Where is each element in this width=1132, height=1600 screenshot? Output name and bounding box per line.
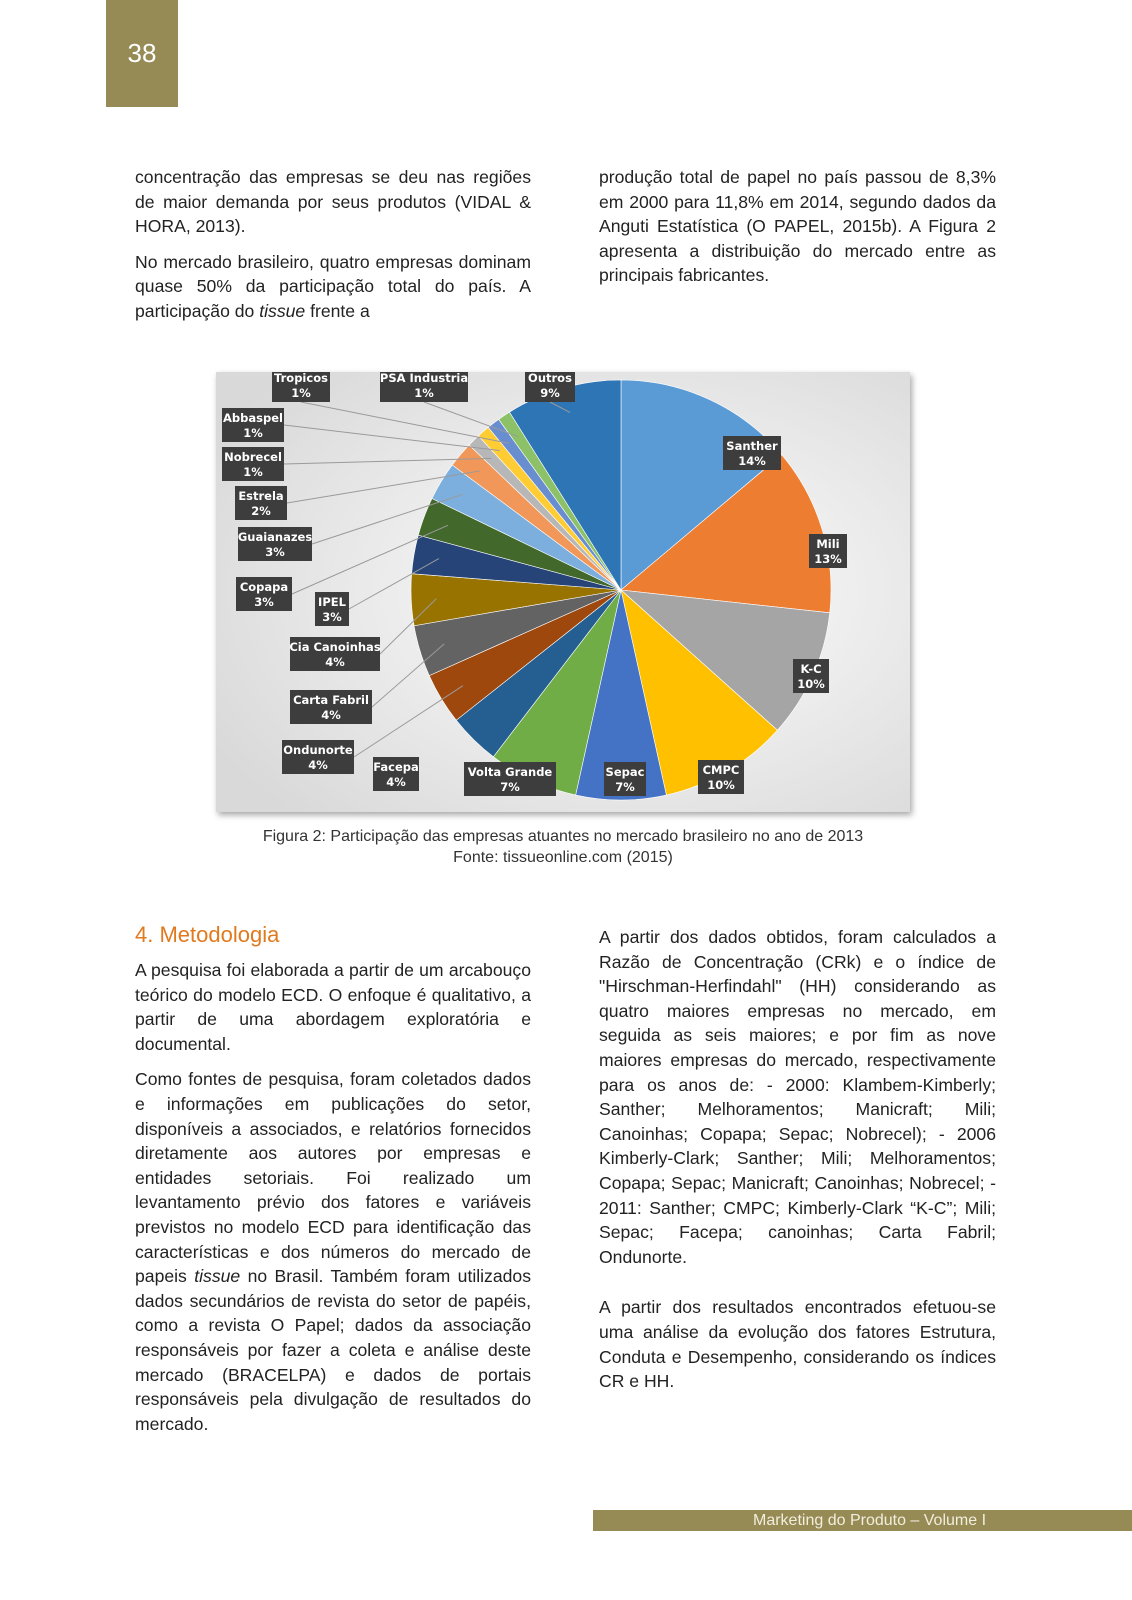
slice-name-label: Abbaspel	[223, 411, 283, 425]
right-column-top	[599, 165, 996, 299]
data-label-k-c	[793, 659, 829, 693]
data-label-psa-industria	[380, 372, 468, 402]
slice-name-label: IPEL	[318, 595, 346, 609]
data-label-cia-canoinhas	[289, 637, 381, 671]
italic-term: tissue	[194, 1266, 241, 1287]
footer-bar	[593, 1510, 1132, 1531]
slice-value-label: 7%	[615, 780, 635, 794]
slice-name-label: Tropicos	[274, 372, 328, 385]
data-label-volta-grande	[464, 762, 556, 796]
slice-name-label: Outros	[528, 372, 572, 385]
italic-term: tissue	[259, 300, 306, 321]
slice-value-label: 10%	[797, 677, 825, 691]
data-label-mili	[809, 534, 847, 568]
page-number-badge	[106, 0, 178, 107]
paragraph: A partir dos dados obtidos, foram calculados a Razão de Concentração (CRk) e o índice de "Hirschman-Herfindahl" (HH) considerando as quatro maiores empresas no mercado, em seguida as seis maiores; e por fim as nove maiores empresas do mercado, respectivamente para os anos de: - 2000: Klambem-Kimberly; Santher; Melhoramentos; Manicraft; Mili; Canoinhas; Copapa; Sepac; Nobrecel); - 2006 Kimberly-Clark; Santher; Mili; Melhoramentos; Copapa; Sepac; Manicraft; Canoinhas; Nobrecel; - 2011: Santher; CMPC; Kimberly-Clark “K-C”; Mili; Sepac; Facepa; canoinhas; Carta Fabril; Ondunorte.	[599, 927, 996, 1267]
page-number: 38	[127, 38, 157, 68]
data-label-ondunorte	[282, 740, 354, 774]
text-run: Como fontes de pesquisa, foram coletados dados e informações em publicações do setor, disponíveis a associados, e relatórios fornecidos diretamente aos autores por empresas e entidades setoriais. Foi realizado um levantamento prévio dos fatores e variáveis previstos no modelo ECD para identificação das características e dos números do mercado de papeis	[135, 1069, 531, 1287]
data-label-outros	[525, 372, 575, 402]
slice-value-label: 1%	[291, 386, 311, 400]
slice-name-label: Santher	[726, 439, 778, 453]
slice-value-label: 13%	[814, 552, 842, 566]
pie-chart	[216, 372, 910, 812]
slice-value-label: 2%	[251, 504, 271, 518]
paragraph	[135, 250, 531, 324]
slice-name-label: Sepac	[605, 765, 645, 779]
paragraph	[135, 1067, 531, 1436]
data-label-abbaspel	[222, 408, 284, 442]
paragraph: A partir dos resultados encontrados efetuou-se uma análise da evolução dos fatores Estrutura, Conduta e Desempenho, considerando os índices CR e HH.	[599, 1297, 996, 1392]
section-metodologia	[135, 922, 531, 1447]
data-label-estrela	[235, 486, 287, 520]
right-column-bottom	[599, 925, 996, 1405]
slice-name-label: Volta Grande	[467, 765, 553, 779]
section-heading: 4. Metodologia	[135, 922, 280, 947]
left-column-top	[135, 165, 531, 335]
data-label-santher	[723, 436, 781, 470]
footer-text: Marketing do Produto – Volume I	[753, 1512, 987, 1529]
slice-value-label: 10%	[707, 778, 735, 792]
text-run: frente a	[305, 300, 370, 321]
slice-name-label: Nobrecel	[224, 450, 282, 464]
text-run: No mercado brasileiro, quatro empresas dominam quase 50% da participação total do país. A participação do	[135, 251, 531, 321]
slice-value-label: 3%	[322, 610, 342, 624]
slice-value-label: 4%	[386, 775, 406, 789]
slice-value-label: 1%	[243, 426, 263, 440]
data-label-ipel	[315, 592, 349, 626]
data-label-copapa	[236, 577, 292, 611]
slice-name-label: Carta Fabril	[293, 693, 369, 707]
data-label-sepac	[604, 762, 646, 796]
slice-name-label: Cia Canoinhas	[289, 640, 381, 654]
slice-value-label: 3%	[265, 545, 285, 559]
data-label-cmpc	[698, 760, 744, 794]
slice-name-label: Mili	[816, 537, 840, 551]
slice-name-label: Guaianazes	[237, 530, 313, 544]
slice-name-label: Copapa	[239, 580, 289, 594]
slice-value-label: 4%	[325, 655, 345, 669]
text-run: no Brasil. Também foram utilizados dados secundários de revista do setor de papéis, como a revista O Papel; dados da associação responsáveis por fazer a coleta e análise deste mercado (BRACELPA) e dados de portais responsáveis pela divulgação de resultados do mercado.	[135, 1266, 532, 1434]
slice-name-label: K-C	[800, 662, 822, 676]
figure-source: Fonte: tissueonline.com (2015)	[453, 849, 673, 866]
paragraph: produção total de papel no país passou de 8,3% em 2000 para 11,8% em 2014, segundo dados da Anguti Estatística (O PAPEL, 2015b). A Figura 2 apresenta a distribuição do mercado entre as principais fabricantes.	[599, 167, 996, 286]
slice-value-label: 9%	[540, 386, 560, 400]
data-label-guaianazes	[238, 527, 313, 561]
slice-name-label: CMPC	[702, 763, 740, 777]
slice-value-label: 7%	[500, 780, 520, 794]
slice-value-label: 4%	[321, 708, 341, 722]
slice-name-label: Estrela	[238, 489, 284, 503]
data-label-facepa	[373, 757, 419, 791]
data-label-nobrecel	[222, 447, 284, 481]
data-label-tropicos	[272, 372, 330, 402]
pie-chart-figure	[216, 372, 910, 812]
slice-value-label: 1%	[243, 465, 263, 479]
paragraph: concentração das empresas se deu nas regiões de maior demanda por seus produtos (VIDAL & HORA, 2013).	[135, 167, 531, 237]
slice-value-label: 3%	[254, 595, 274, 609]
slice-name-label: Facepa	[373, 760, 419, 774]
paragraph: A pesquisa foi elaborada a partir de um arcabouço teórico do modelo ECD. O enfoque é qualitativo, a partir de uma abordagem exploratória e documental.	[135, 960, 531, 1054]
slice-value-label: 4%	[308, 758, 328, 772]
slice-value-label: 14%	[738, 454, 766, 468]
slice-name-label: Ondunorte	[283, 743, 353, 757]
slice-name-label: PSA Industria	[379, 372, 469, 385]
data-label-carta-fabril	[290, 690, 372, 724]
figure-caption: Figura 2: Participação das empresas atuantes no mercado brasileiro no ano de 2013	[262, 828, 864, 845]
slice-value-label: 1%	[414, 386, 434, 400]
